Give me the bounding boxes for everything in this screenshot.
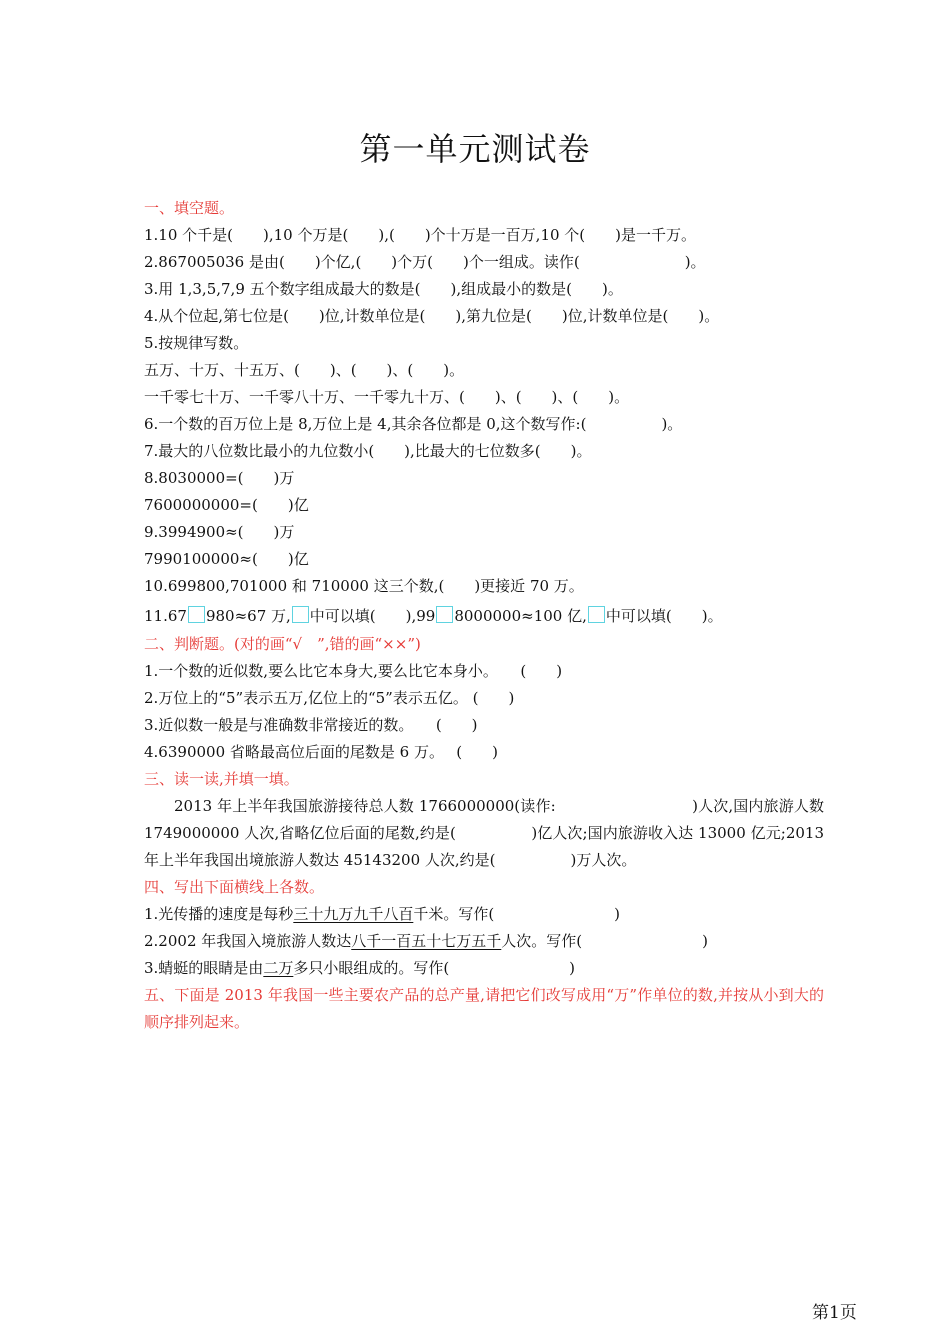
question-2-2: 2.万位上的“5”表示五万,亿位上的“5”表示五亿。 ( ): [144, 689, 515, 707]
question-2-3: 3.近似数一般是与准确数非常接近的数。 ( ): [144, 716, 478, 734]
question-4-1: [144, 901, 824, 928]
q4-1-suffix: 千米。写作( ): [413, 905, 621, 923]
section-4-heading: 四、写出下面横线上各数。: [144, 878, 325, 896]
q4-2-prefix: 2.2002 年我国入境旅游人数达: [144, 932, 352, 950]
section-3-paragraph: 2013 年上半年我国旅游接待总人数 1766000000(读作: )人次,国内旅游人数 1749000000 人次,省略亿位后面的尾数,约是( )亿人次;国内旅游收入达 13000 亿元;2013 年上半年我国出境旅游人数达 45143200 人次,约是( )万人次。: [144, 797, 824, 869]
question-1-10: 10.699800,701000 和 710000 这三个数,( )更接近 70 万。: [144, 577, 584, 595]
question-1-6: 6.一个数的百万位上是 8,万位上是 4,其余各位都是 0,这个数写作:( )。: [144, 415, 683, 433]
q11-part-3: 中可以填( ),99: [309, 607, 436, 625]
answer-box-icon[interactable]: [588, 606, 605, 623]
question-2-1: 1.一个数的近似数,要么比它本身大,要么比它本身小。 ( ): [144, 662, 563, 680]
q4-1-prefix: 1.光传播的速度是每秒: [144, 905, 294, 923]
question-1-8b: 7600000000=( )亿: [144, 496, 309, 514]
q11-part-1: 11.67: [144, 607, 187, 625]
page-title: 第一单元测试卷: [359, 130, 591, 168]
q4-2-suffix: 人次。写作( ): [501, 932, 708, 950]
q4-1-underlined: 三十九万九千八百: [293, 905, 414, 923]
section-1-heading: 一、填空题。: [144, 199, 235, 217]
question-4-2: [144, 928, 824, 955]
question-2-4: 4.6390000 省略最高位后面的尾数是 6 万。 ( ): [144, 743, 498, 761]
question-1-2: 2.867005036 是由( )个亿,( )个万( )个一组成。读作( )。: [144, 253, 706, 271]
question-1-3: 3.用 1,3,5,7,9 五个数字组成最大的数是( ),组成最小的数是( )。: [144, 280, 623, 298]
answer-box-icon[interactable]: [436, 606, 453, 623]
question-1-1: 1.10 个千是( ),10 个万是( ),( )个十万是一百万,10 个( )是一千万。: [144, 226, 696, 244]
q4-3-suffix: 多只小眼组成的。写作( ): [293, 959, 576, 977]
question-1-5b: 一千零七十万、一千零八十万、一千零九十万、( )、( )、( )。: [144, 388, 630, 406]
question-1-9a: 9.3994900≈( )万: [144, 523, 295, 541]
section-2-heading: 二、判断题。(对的画“√ ”,错的画“××”): [144, 635, 421, 653]
question-1-11: [144, 600, 824, 631]
question-1-9b: 7990100000≈( )亿: [144, 550, 309, 568]
q4-3-prefix: 3.蜻蜓的眼睛是由: [144, 959, 264, 977]
q4-3-underlined: 二万: [263, 959, 294, 977]
question-1-5: 5.按规律写数。: [144, 334, 249, 352]
question-1-5a: 五万、十万、十五万、( )、( )、( )。: [144, 361, 465, 379]
question-1-7: 7.最大的八位数比最小的九位数小( ),比最大的七位数多( )。: [144, 442, 592, 460]
q4-2-underlined: 八千一百五十七万五千: [351, 932, 502, 950]
section-5-heading: 五、下面是 2013 年我国一些主要农产品的总产量,请把它们改写成用“万”作单位的数,并按从小到大的顺序排列起来。: [144, 986, 824, 1031]
question-1-8a: 8.8030000=( )万: [144, 469, 295, 487]
q11-part-5: 中可以填( )。: [605, 607, 723, 625]
answer-box-icon[interactable]: [188, 606, 205, 623]
q11-part-2: 980≈67 万,: [205, 607, 291, 625]
q11-part-4: 8000000≈100 亿,: [454, 607, 587, 625]
section-3-heading: 三、读一读,并填一填。: [144, 770, 299, 788]
question-4-3: [144, 955, 824, 982]
question-1-4: 4.从个位起,第七位是( )位,计数单位是( ),第九位是( )位,计数单位是( )。: [144, 307, 720, 325]
worksheet-content: [144, 195, 824, 1036]
page-number: 第1页: [812, 1303, 857, 1323]
answer-box-icon[interactable]: [292, 606, 309, 623]
